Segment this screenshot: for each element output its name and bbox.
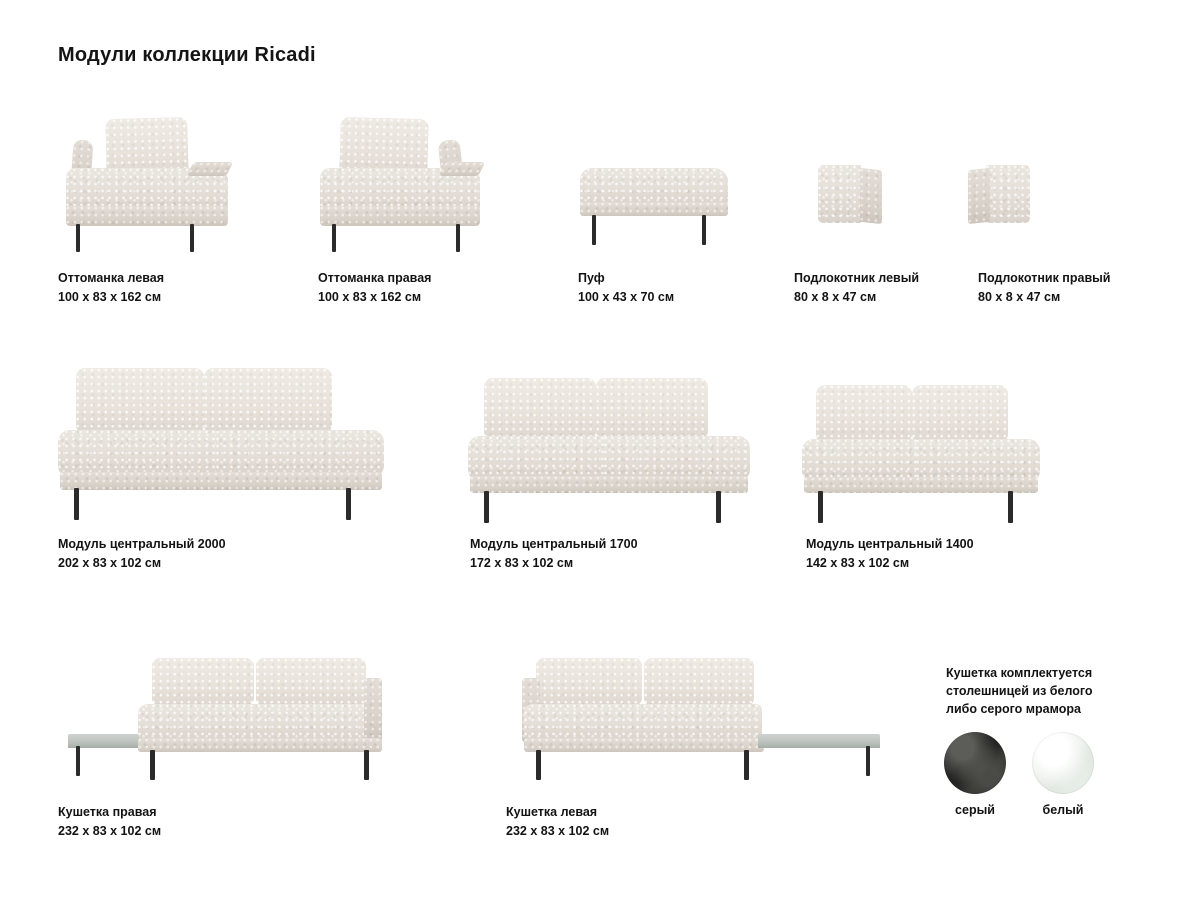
caption-armrest-left (794, 270, 919, 306)
item-name: Кушетка левая (506, 805, 598, 819)
backrest-cushion (596, 378, 708, 440)
caption-chaise-left (506, 804, 609, 840)
table-leg (866, 746, 870, 776)
seat-cushion (58, 430, 218, 476)
item-dims: 100 x 83 x 162 см (318, 290, 422, 304)
base-frame (138, 738, 382, 752)
armrest-side (968, 168, 990, 224)
figure-chaise-right (64, 640, 424, 790)
armrest-side (860, 168, 882, 224)
armrest-panel (818, 165, 862, 223)
caption-armrest-right (978, 270, 1110, 306)
armrest-plane (187, 162, 234, 176)
backrest-cushion (152, 658, 254, 706)
leg (744, 750, 749, 780)
item-name: Подлокотник правый (978, 271, 1111, 285)
leg (332, 224, 336, 252)
item-dims: 100 x 43 x 70 см (578, 290, 675, 304)
armrest-plane (439, 162, 486, 176)
caption-pouf (578, 270, 674, 306)
marble-swatch-grey-icon (944, 732, 1006, 794)
figure-module-1700 (460, 378, 760, 528)
caption-module-1400 (806, 536, 974, 572)
swatch-label: серый (955, 803, 995, 817)
pouf-cushion (580, 168, 728, 206)
item-dims: 172 x 83 x 102 см (470, 556, 574, 570)
marble-swatch-white-icon (1032, 732, 1094, 794)
item-dims: 232 x 83 x 102 см (58, 824, 162, 838)
leg (592, 215, 596, 245)
item-dims: 142 x 83 x 102 см (806, 556, 910, 570)
seat-cushion (468, 436, 606, 480)
caption-ottoman-left (58, 270, 164, 306)
item-name: Оттоманка левая (58, 271, 165, 285)
leg (702, 215, 706, 245)
caption-module-1700 (470, 536, 638, 572)
leg (1008, 491, 1013, 523)
base-frame (580, 202, 728, 216)
figure-armrest-left (818, 165, 928, 240)
marble-note: Кушетка комплектуется столешницей из белого либо серого мрамора (946, 666, 1093, 716)
backrest-cushion (484, 378, 596, 440)
swatch-grey (944, 732, 1006, 817)
leg (346, 488, 351, 520)
leg (536, 750, 541, 780)
figure-ottoman-right (318, 110, 538, 255)
item-name: Кушетка правая (58, 805, 157, 819)
figure-chaise-left (506, 640, 886, 790)
caption-ottoman-right (318, 270, 431, 306)
backrest-cushion (204, 368, 332, 434)
marble-table-edge (758, 743, 880, 748)
base-frame (66, 206, 228, 226)
table-leg (76, 746, 80, 776)
leg (716, 491, 721, 523)
seat-cushion (216, 430, 384, 476)
backrest-cushion (256, 658, 366, 706)
seat-cushion (138, 704, 374, 742)
backrest-cushion (76, 368, 204, 434)
base-frame (524, 738, 764, 752)
leg (484, 491, 489, 523)
armrest-right (364, 678, 382, 742)
item-dims: 100 x 83 x 162 см (58, 290, 162, 304)
backrest-cushion (536, 658, 642, 706)
backrest-cushion (816, 385, 912, 443)
figure-module-2000 (46, 368, 391, 528)
figure-armrest-right (968, 165, 1078, 240)
backrest-cushion (644, 658, 754, 706)
armrest-panel (986, 165, 1030, 223)
figure-pouf (578, 160, 738, 255)
caption-chaise-right (58, 804, 161, 840)
item-name: Модуль центральный 1700 (470, 537, 638, 551)
figure-ottoman-left (58, 110, 278, 255)
page-title: Модули коллекции Ricadi (58, 44, 316, 66)
leg (74, 488, 79, 520)
item-name: Модуль центральный 2000 (58, 537, 226, 551)
base-frame (320, 206, 480, 226)
backrest-cushion (912, 385, 1008, 443)
figure-module-1400 (796, 385, 1046, 530)
base-frame (60, 472, 382, 490)
item-dims: 202 x 83 x 102 см (58, 556, 162, 570)
leg (456, 224, 460, 252)
swatch-white (1032, 732, 1094, 817)
item-dims: 232 x 83 x 102 см (506, 824, 610, 838)
leg (150, 750, 155, 780)
base-frame (470, 476, 748, 493)
swatch-label: белый (1042, 803, 1084, 817)
seat-cushion (916, 439, 1040, 481)
leg (76, 224, 80, 252)
seat-cushion (802, 439, 918, 481)
leg (818, 491, 823, 523)
item-name: Подлокотник левый (794, 271, 920, 285)
item-name: Модуль центральный 1400 (806, 537, 974, 551)
caption-module-2000 (58, 536, 226, 572)
item-name: Оттоманка правая (318, 271, 432, 285)
leg (190, 224, 194, 252)
base-frame (804, 477, 1038, 493)
item-name: Пуф (578, 271, 605, 285)
seat-cushion (604, 436, 750, 480)
item-dims: 80 x 8 x 47 см (794, 290, 877, 304)
leg (364, 750, 369, 780)
item-dims: 80 x 8 x 47 см (978, 290, 1061, 304)
seat-cushion (524, 704, 762, 742)
